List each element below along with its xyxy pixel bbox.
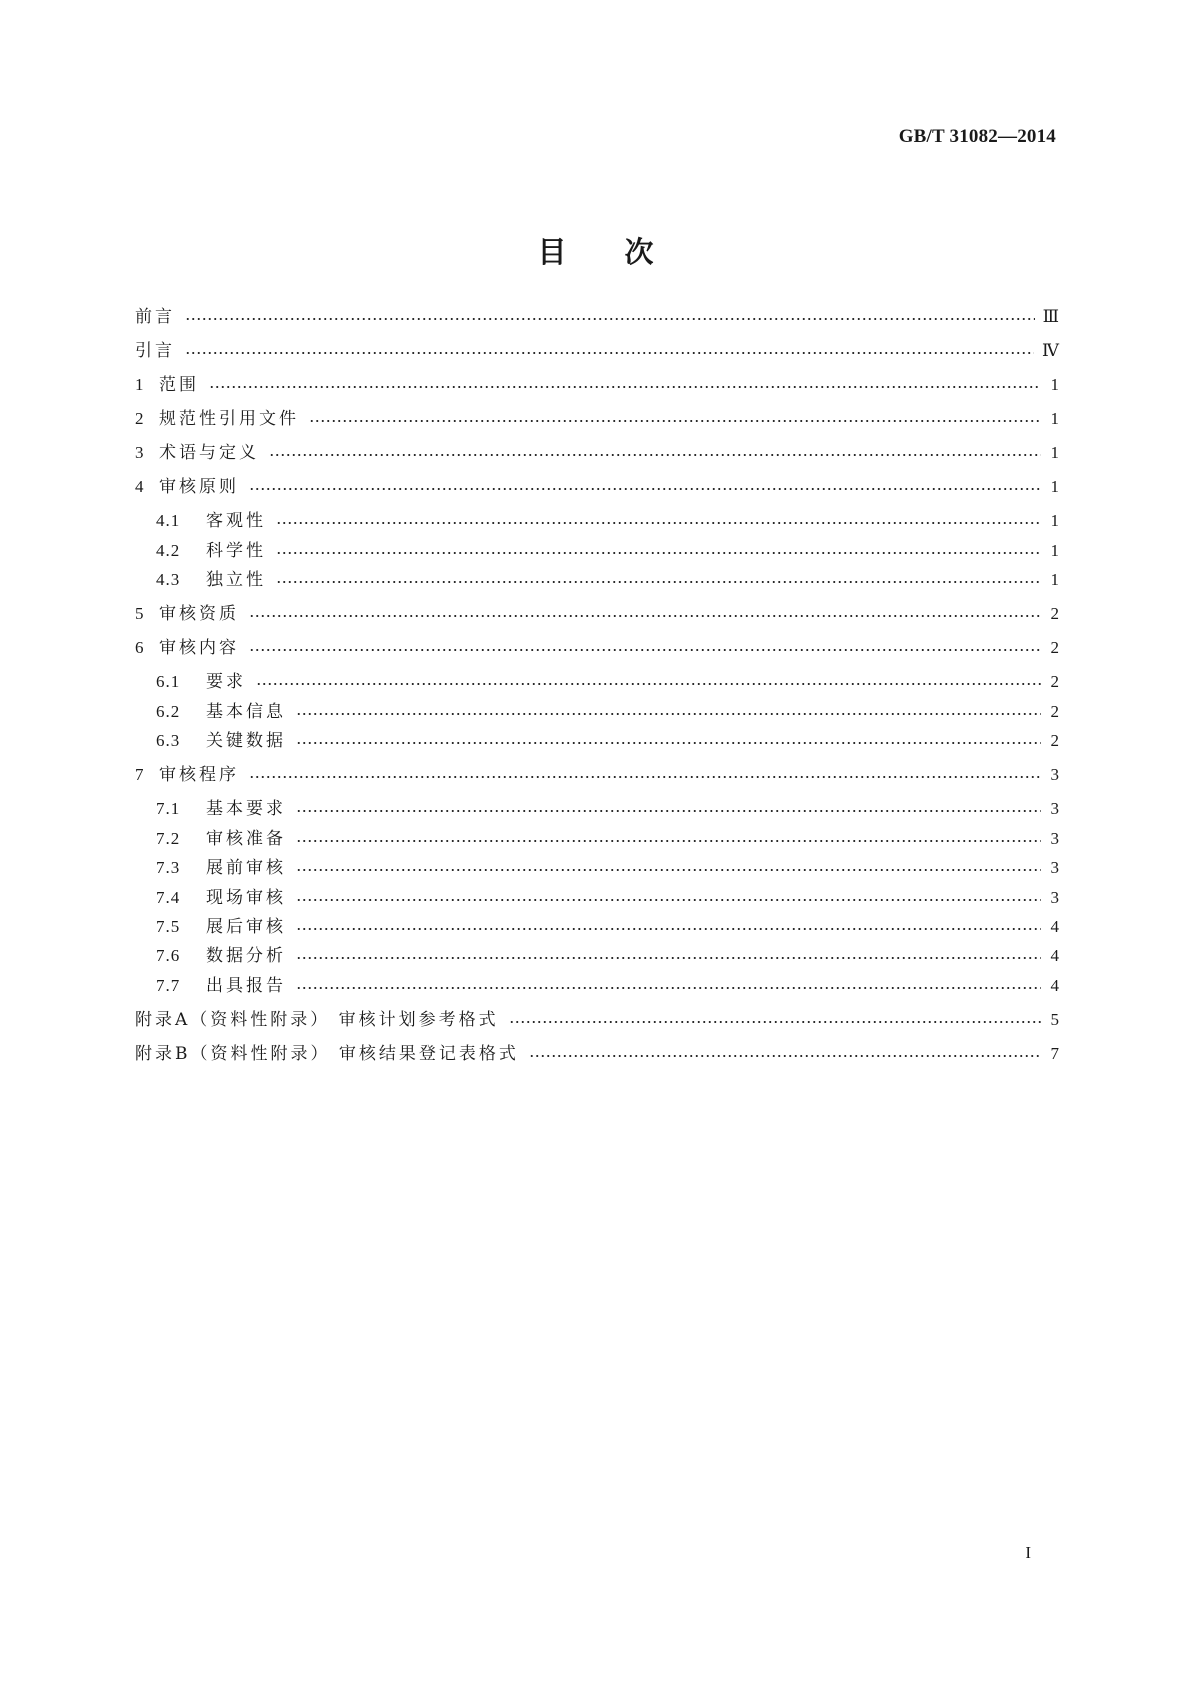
- toc-entry-label: 基本要求: [206, 799, 286, 819]
- toc-entry-page: 1: [1050, 375, 1059, 394]
- toc-entry-label: 审核准备: [206, 829, 286, 849]
- toc-leader-dots: [249, 615, 1041, 617]
- toc-leader-dots: [509, 1021, 1041, 1023]
- toc-entry-label: 数据分析: [206, 946, 286, 966]
- standard-number: GB/T 31082—2014: [898, 126, 1056, 147]
- toc-entry-number: 6: [135, 638, 145, 657]
- toc-leader-dots: [185, 352, 1034, 354]
- toc-leader-dots: [269, 454, 1041, 456]
- toc-entry-7-2[interactable]: [156, 827, 1059, 851]
- toc-entry-number: 2: [135, 409, 145, 428]
- toc-entry-page: 4: [1050, 917, 1059, 936]
- toc-entry-label: 独立性: [206, 570, 266, 590]
- toc-leader-dots: [296, 869, 1041, 871]
- toc-entry-label: 附录A（资料性附录） 审核计划参考格式: [135, 1010, 499, 1030]
- toc-leader-dots: [296, 928, 1041, 930]
- toc-entry-4-2[interactable]: [156, 539, 1059, 563]
- toc-entry-label: 要求: [206, 672, 246, 692]
- toc-entry-page: 3: [1050, 765, 1059, 784]
- toc-entry-page: 1: [1050, 477, 1059, 496]
- toc-entry-number: 5: [135, 604, 145, 623]
- toc-leader-dots: [296, 957, 1041, 959]
- toc-entry-foreword[interactable]: [135, 305, 1059, 329]
- toc-entry-label: 出具报告: [206, 976, 286, 996]
- toc-leader-dots: [276, 552, 1041, 554]
- toc-entry-6-3[interactable]: [156, 729, 1059, 753]
- toc-entry-number: 7: [135, 765, 145, 784]
- toc-entry-page: 2: [1050, 638, 1059, 657]
- toc-entry-introduction[interactable]: [135, 339, 1059, 363]
- toc-entry-1[interactable]: [135, 373, 1059, 397]
- toc-entry-page: 5: [1050, 1010, 1059, 1029]
- toc-entry-page: 2: [1050, 731, 1059, 750]
- toc-entry-page: 3: [1050, 858, 1059, 877]
- toc-entry-6[interactable]: [135, 636, 1059, 660]
- toc-leader-dots: [249, 649, 1041, 651]
- toc-entry-page: 4: [1050, 976, 1059, 995]
- toc-entry-label: 展前审核: [206, 858, 286, 878]
- toc-entry-appendix-a[interactable]: [135, 1008, 1059, 1032]
- toc-entry-label: 术语与定义: [159, 443, 259, 463]
- toc-entry-7-7[interactable]: [156, 974, 1059, 998]
- toc-entry-7-6[interactable]: [156, 944, 1059, 968]
- toc-entry-number: 3: [135, 443, 145, 462]
- toc-entry-4-3[interactable]: [156, 568, 1059, 592]
- toc-entry-7[interactable]: [135, 763, 1059, 787]
- toc-entry-page: 1: [1050, 443, 1059, 462]
- toc-entry-label: 基本信息: [206, 702, 286, 722]
- toc-entry-appendix-b[interactable]: [135, 1042, 1059, 1066]
- toc-entry-page: 3: [1050, 888, 1059, 907]
- toc-leader-dots: [309, 420, 1041, 422]
- toc-leader-dots: [529, 1055, 1041, 1057]
- toc-leader-dots: [296, 840, 1041, 842]
- toc-leader-dots: [296, 810, 1041, 812]
- toc-entry-page: 2: [1050, 672, 1059, 691]
- page-number: I: [1025, 1543, 1031, 1562]
- toc-entry-page: 1: [1050, 541, 1059, 560]
- toc-leader-dots: [296, 742, 1041, 744]
- toc-entry-label: 展后审核: [206, 917, 286, 937]
- toc-title: 目次: [537, 235, 712, 269]
- toc-entry-page: 3: [1050, 829, 1059, 848]
- toc-entry-7-3[interactable]: [156, 856, 1059, 880]
- toc-entry-6-1[interactable]: [156, 670, 1059, 694]
- toc-entry-page: 2: [1050, 702, 1059, 721]
- toc-entry-number: 7.3: [156, 858, 181, 877]
- toc-leader-dots: [209, 386, 1041, 388]
- toc-entry-number: 6.3: [156, 731, 181, 750]
- toc-leader-dots: [276, 522, 1041, 524]
- toc-entry-label: 规范性引用文件: [159, 409, 299, 429]
- toc-entry-page: 1: [1050, 409, 1059, 428]
- toc-entry-number: 7.1: [156, 799, 181, 818]
- toc-leader-dots: [249, 776, 1041, 778]
- toc-entry-page: 3: [1050, 799, 1059, 818]
- toc-leader-dots: [296, 713, 1041, 715]
- toc-entry-page: 1: [1050, 511, 1059, 530]
- toc-entry-label: 前言: [135, 307, 175, 327]
- toc-entry-label: 附录B（资料性附录） 审核结果登记表格式: [135, 1044, 519, 1064]
- toc-entry-7-4[interactable]: [156, 886, 1059, 910]
- toc-entry-2[interactable]: [135, 407, 1059, 431]
- toc-entry-label: 科学性: [206, 541, 266, 561]
- toc-entry-label: 审核资质: [159, 604, 239, 624]
- toc-leader-dots: [185, 318, 1035, 320]
- toc-entry-number: 4.1: [156, 511, 181, 530]
- toc-entry-5[interactable]: [135, 602, 1059, 626]
- toc-entry-number: 1: [135, 375, 145, 394]
- toc-entry-number: 6.1: [156, 672, 181, 691]
- toc-leader-dots: [296, 899, 1041, 901]
- toc-entry-number: 4: [135, 477, 145, 496]
- toc-entry-page: 1: [1050, 570, 1059, 589]
- toc-entry-label: 审核原则: [159, 477, 239, 497]
- toc-entry-number: 4.2: [156, 541, 181, 560]
- toc-entry-label: 引言: [135, 341, 175, 361]
- toc-entry-7-1[interactable]: [156, 797, 1059, 821]
- toc-entry-label: 现场审核: [206, 888, 286, 908]
- toc-leader-dots: [256, 683, 1041, 685]
- toc-entry-3[interactable]: [135, 441, 1059, 465]
- toc-leader-dots: [276, 581, 1041, 583]
- toc-entry-4-1[interactable]: [156, 509, 1059, 533]
- toc-entry-number: 4.3: [156, 570, 181, 589]
- toc-entry-page: 7: [1050, 1044, 1059, 1063]
- toc-entry-number: 7.7: [156, 976, 181, 995]
- toc-entry-4[interactable]: [135, 475, 1059, 499]
- toc-entry-label: 客观性: [206, 511, 266, 531]
- toc-entry-page: Ⅳ: [1042, 341, 1059, 360]
- toc-entry-number: 6.2: [156, 702, 181, 721]
- toc-entry-label: 关键数据: [206, 731, 286, 751]
- toc-entry-page: Ⅲ: [1042, 307, 1059, 326]
- toc-entry-label: 范围: [159, 375, 199, 395]
- toc-leader-dots: [296, 987, 1041, 989]
- toc-entry-number: 7.2: [156, 829, 181, 848]
- toc-entry-label: 审核程序: [159, 765, 239, 785]
- toc-entry-number: 7.5: [156, 917, 181, 936]
- toc-entry-number: 7.4: [156, 888, 181, 907]
- toc-entry-number: 7.6: [156, 946, 181, 965]
- toc-entry-7-5[interactable]: [156, 915, 1059, 939]
- toc-entry-label: 审核内容: [159, 638, 239, 658]
- toc-entry-page: 4: [1050, 946, 1059, 965]
- toc-entry-6-2[interactable]: [156, 700, 1059, 724]
- toc-leader-dots: [249, 488, 1041, 490]
- toc-entry-page: 2: [1050, 604, 1059, 623]
